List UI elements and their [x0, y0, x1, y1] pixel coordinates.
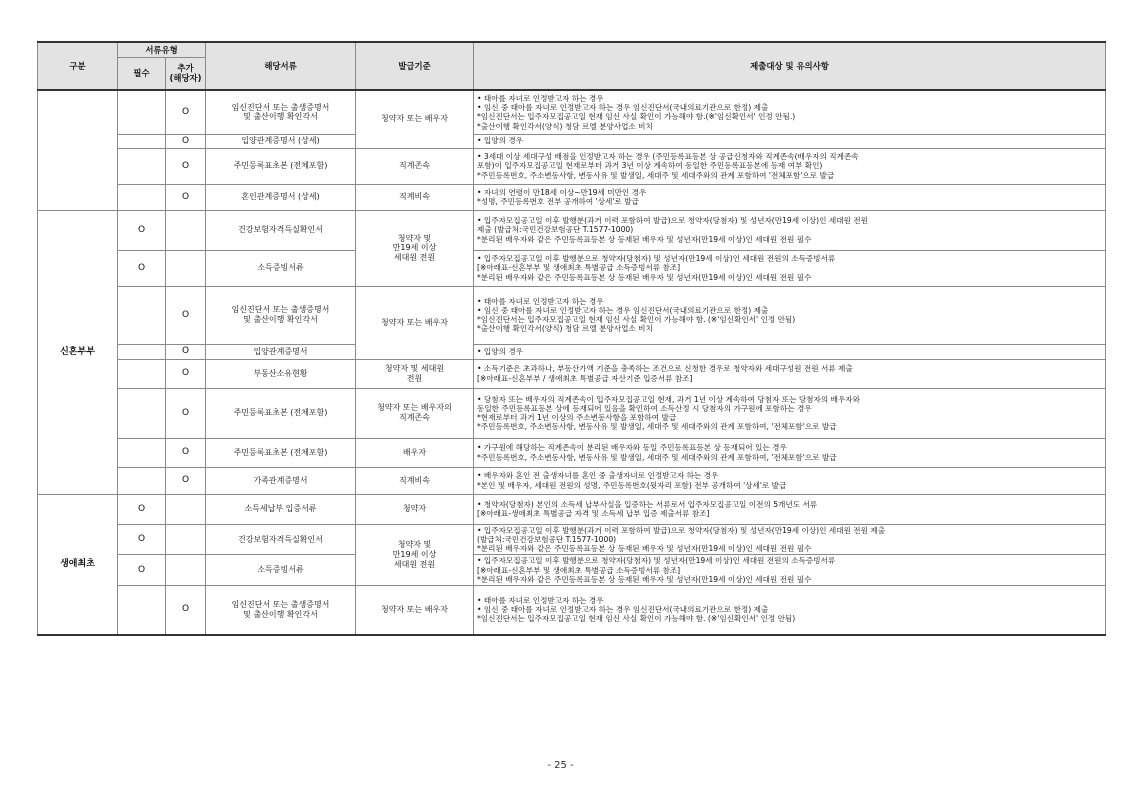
- issue-basis: 청약자 또는 배우자: [356, 586, 474, 635]
- additional-mark: O: [166, 359, 206, 388]
- notes-cell: [474, 184, 1106, 210]
- table-row: [38, 467, 1106, 494]
- document-name: 소득증빙서류: [206, 555, 356, 586]
- note-line: *성명, 주민등록번호 전부 공개하여 '상세'로 발급: [477, 197, 639, 206]
- note-line: *분리된 배우자와 같은 주민등록표등본 상 등재된 배우자 및 성년자(만19세 이상)인 세대원 전원 필수: [477, 574, 812, 584]
- additional-mark: [166, 555, 206, 586]
- issue-basis: 청약자 또는 배우자: [356, 90, 474, 148]
- required-mark: O: [118, 210, 166, 250]
- notes-cell: [474, 555, 1106, 586]
- document-name: 입양관계증명서 (상세): [206, 134, 356, 148]
- table-row: [38, 250, 1106, 286]
- issue-basis: 청약자 및 만19세 이상 세대원 전원: [356, 524, 474, 586]
- note-line: • 임신 중 태아를 자녀로 인정받고자 하는 경우 임신진단서(국내의료기관으로 한정) 제출: [477, 605, 769, 615]
- additional-mark: O: [166, 286, 206, 344]
- document-name: 부동산소유현황: [206, 359, 356, 388]
- required-mark: [118, 438, 166, 467]
- table-row: [38, 286, 1106, 344]
- notes-cell: [474, 148, 1106, 184]
- document-name: 주민등록표초본 (전체포함): [206, 438, 356, 467]
- notes-cell: [474, 250, 1106, 286]
- required-mark: O: [118, 555, 166, 586]
- note-line: [※아래표-신혼부부 및 생애최초 특별공급 소득증빙서류 참조]: [477, 565, 681, 575]
- table-row: [38, 359, 1106, 388]
- document-name: 가족관계증명서: [206, 467, 356, 494]
- notes-cell: [474, 524, 1106, 555]
- notes-cell: [474, 438, 1106, 467]
- note-line: • 가구원에 해당하는 직계존속이 분리된 배우자와 동일 주민등록표등본 상 등재되어 있는 경우: [477, 443, 787, 453]
- header-doc-type: 서류유형: [118, 42, 206, 57]
- note-line: • 입양의 경우: [477, 346, 523, 356]
- table-row: [38, 344, 1106, 359]
- document-name: 소득세납부 입증서류: [206, 494, 356, 524]
- category-cell: [38, 90, 118, 210]
- document-name: 주민등록표초본 (전체포함): [206, 388, 356, 438]
- document-requirements-table: [37, 41, 1106, 636]
- note-line: *출산이행 확인각서(양식) 청담 르엘 분양사업소 비치: [477, 121, 653, 131]
- note-line: *분리된 배우자와 같은 주민등록표등본 상 등재된 배우자 및 성년자(만19세 이상)인 세대원 전원 필수: [477, 234, 812, 244]
- issue-basis: 직계비속: [356, 184, 474, 210]
- note-line: • 입주자모집공고일 이후 발행분(과거 이력 포함하여 발급)으로 청약자(당첨자) 및 성년자(만19세 이상)인 세대원 전원: [477, 216, 868, 226]
- table-row: [38, 494, 1106, 524]
- issue-basis: 청약자 또는 배우자: [356, 286, 474, 359]
- additional-mark: [166, 494, 206, 524]
- note-line: *임신진단서는 입주자모집공고일 현재 임신 사실 확인이 가능해야 함. (※'임신확인서' 인정 안됨): [477, 614, 796, 624]
- document-name: 건강보험자격득실확인서: [206, 210, 356, 250]
- notes-cell: [474, 388, 1106, 438]
- note-line: (발급처:국민건강보험공단 T.1577-1000): [477, 534, 617, 544]
- document-name: 소득증빙서류: [206, 250, 356, 286]
- notes-cell: [474, 286, 1106, 344]
- required-mark: [118, 359, 166, 388]
- table-row: [38, 210, 1106, 250]
- note-line: *주민등록번호, 주소변동사항, 변동사유 및 발생일, 세대주 및 세대주와의 관계 포함하여, '전체포함'으로 발급: [477, 452, 837, 462]
- document-name: 임신진단서 또는 출생증명서 및 출산이행 확인각서: [206, 286, 356, 344]
- required-mark: [118, 184, 166, 210]
- header-issue-basis: 발급기준: [356, 42, 474, 90]
- note-line: *현재로부터 과거 1년 이상의 주소변동사항을 포함하여 발급: [477, 413, 677, 422]
- additional-mark: [166, 524, 206, 555]
- note-line: 동일한 주민등록표등본 상에 등재되어 있음을 확인하여 소득산정 시 당첨자의 가구원에 포함하는 경우: [477, 403, 812, 413]
- note-line: *분리된 배우자와 같은 주민등록표등본 상 등재된 배우자 및 성년자(만19세 이상)인 세대원 전원 필수: [477, 272, 812, 282]
- note-line: *임신진단서는 입주자모집공고일 현재 임신 사실 확인이 가능해야 함. (※'임신확인서' 인정 안됨): [477, 315, 796, 324]
- note-line: • 입양의 경우: [477, 136, 523, 146]
- issue-basis: 청약자 및 세대원 전원: [356, 359, 474, 388]
- required-mark: [118, 286, 166, 344]
- note-line: • 태아를 자녀로 인정받고자 하는 경우: [477, 296, 604, 306]
- note-line: • 태아를 자녀로 인정받고자 하는 경우: [477, 93, 604, 103]
- table-row: [38, 184, 1106, 210]
- additional-mark: O: [166, 134, 206, 148]
- note-line: • 당첨자 또는 배우자의 직계존속이 입주자모집공고일 현재, 과거 1년 이상 계속하여 당첨자 또는 당첨자의 배우자와: [477, 394, 860, 404]
- required-mark: [118, 388, 166, 438]
- required-mark: O: [118, 250, 166, 286]
- required-mark: [118, 586, 166, 635]
- additional-mark: O: [166, 586, 206, 635]
- header-notes: 제출대상 및 유의사항: [474, 42, 1106, 90]
- table-row: [38, 524, 1106, 555]
- note-line: • 소득기준은 초과하나, 부동산가액 기준을 충족하는 조건으로 신청한 경우로 청약자와 세대구성원 전원 서류 제출: [477, 364, 853, 374]
- additional-mark: [166, 210, 206, 250]
- table-row: [38, 555, 1106, 586]
- note-line: • 3세대 이상 세대구성 배점을 인정받고자 하는 경우 (주민등록표등본 상 공급신청자와 직계존속(배우자의 직계존속: [477, 152, 859, 162]
- document-name: 주민등록표초본 (전체포함): [206, 148, 356, 184]
- required-mark: [118, 148, 166, 184]
- notes-cell: [474, 134, 1106, 148]
- note-line: *본인 및 배우자, 세대원 전원의 성명, 주민등록번호(뒷자리 포함) 전부 공개하여 '상세'로 발급: [477, 480, 787, 490]
- document-name: 입양관계증명서: [206, 344, 356, 359]
- issue-basis: 배우자: [356, 438, 474, 467]
- required-mark: [118, 90, 166, 134]
- additional-mark: O: [166, 184, 206, 210]
- notes-cell: [474, 344, 1106, 359]
- required-mark: O: [118, 524, 166, 555]
- additional-mark: O: [166, 90, 206, 134]
- note-line: 제출 (발급처:국민건강보험공단 T.1577-1000): [477, 225, 634, 235]
- additional-mark: O: [166, 344, 206, 359]
- table-row: [38, 148, 1106, 184]
- document-name: 건강보험자격득실확인서: [206, 524, 356, 555]
- table-row: [38, 134, 1106, 148]
- header-required: 필수: [118, 57, 166, 90]
- table-body: [38, 90, 1106, 635]
- note-line: *임신진단서는 입주자모집공고일 현재 임신 사실 확인이 가능해야 함.(※'임신확인서' 인정 안됨.): [477, 112, 796, 122]
- document-name: 혼인관계증명서 (상세): [206, 184, 356, 210]
- table-row: [38, 90, 1106, 134]
- additional-mark: O: [166, 388, 206, 438]
- issue-basis: 직계존속: [356, 148, 474, 184]
- notes-cell: [474, 210, 1106, 250]
- header-category: 구분: [38, 42, 118, 90]
- additional-mark: O: [166, 148, 206, 184]
- note-line: [※아래표-신혼부부 / 생애최초 특별공급 자산기준 입증서류 참조]: [477, 373, 693, 383]
- note-line: 포함)이 입주자모집공고일 현재로부터 과거 3년 이상 계속하여 동일한 주민등록표등본에 등재 여부 확인): [477, 161, 823, 171]
- note-line: *주민등록번호, 주소변동사항, 변동사유 및 발생일, 세대주 및 세대주와의 관계 포함하여 '전체포함'으로 발급: [477, 170, 835, 180]
- note-line: • 임신 중 태아를 자녀로 인정받고자 하는 경우 임신진단서(국내의료기관으로 한정) 제출: [477, 305, 769, 315]
- note-line: • 입주자모집공고일 이후 발행분(과거 이력 포함하여 발급)으로 청약자(당첨자) 및 성년자(만19세 이상)인 세대원 전원 제출: [477, 525, 886, 535]
- note-line: *출산이행 확인각서(양식) 청담 르엘 분양사업소 비치: [477, 324, 653, 334]
- table-row: [38, 586, 1106, 635]
- notes-cell: [474, 467, 1106, 494]
- category-cell: 신혼부부: [38, 210, 118, 494]
- note-line: • 입주자모집공고일 이후 발행분으로 청약자(당첨자) 및 성년자(만19세 이상)인 세대원 전원의 소득증빙서류: [477, 254, 836, 264]
- table-row: [38, 388, 1106, 438]
- issue-basis: 직계비속: [356, 467, 474, 494]
- additional-mark: [166, 250, 206, 286]
- note-line: [※아래표-신혼부부 및 생애최초 특별공급 소득증빙서류 참조]: [477, 263, 681, 273]
- issue-basis: 청약자: [356, 494, 474, 524]
- document-name: 임신진단서 또는 출생증명서 및 출산이행 확인각서: [206, 90, 356, 134]
- note-line: [※아래표-생애최초 특별공급 자격 및 소득세 납부 입증 제출서류 참조]: [477, 509, 710, 518]
- notes-cell: [474, 494, 1106, 524]
- note-line: *분리된 배우자와 같은 주민등록표등본 상 등재된 배우자 및 성년자(만19세 이상)인 세대원 전원 필수: [477, 544, 812, 553]
- notes-cell: [474, 359, 1106, 388]
- category-cell: 생애최초: [38, 494, 118, 635]
- note-line: • 자녀의 연령이 만18세 이상~만19세 미만인 경우: [477, 187, 647, 197]
- notes-cell: [474, 586, 1106, 635]
- note-line: • 입주자모집공고일 이후 발행분으로 청약자(당첨자) 및 성년자(만19세 이상)인 세대원 전원의 소득증빙서류: [477, 556, 836, 566]
- page-number: - 25 -: [547, 760, 574, 771]
- additional-mark: O: [166, 467, 206, 494]
- required-mark: O: [118, 494, 166, 524]
- issue-basis: 청약자 및 만19세 이상 세대원 전원: [356, 210, 474, 286]
- document-name: 임신진단서 또는 출생증명서 및 출산이행 확인각서: [206, 586, 356, 635]
- table-row: [38, 438, 1106, 467]
- note-line: *주민등록번호, 주소변동사항, 변동사유 및 발생일, 세대주 및 세대주와의 관계 포함하여, '전체포함'으로 발급: [477, 422, 837, 432]
- required-mark: [118, 134, 166, 148]
- notes-cell: [474, 90, 1106, 134]
- note-line: • 태아를 자녀로 인정받고자 하는 경우: [477, 595, 604, 605]
- additional-mark: O: [166, 438, 206, 467]
- note-line: • 청약자(당첨자) 본인의 소득세 납부사실을 입증하는 서류로서 입주자모집공고일 이전의 5개년도 서류: [477, 499, 818, 509]
- note-line: • 배우자와 혼인 전 출생자녀를 혼인 중 출생자녀로 인정받고자 하는 경우: [477, 471, 719, 481]
- note-line: • 임신 중 태아를 자녀로 인정받고자 하는 경우 임신진단서(국내의료기관으로 한정) 제출: [477, 103, 769, 112]
- issue-basis: 청약자 또는 배우자의 직계존속: [356, 388, 474, 438]
- required-mark: [118, 467, 166, 494]
- header-document: 해당서류: [206, 42, 356, 90]
- header-additional: 추가 (해당자): [166, 57, 206, 90]
- required-mark: [118, 344, 166, 359]
